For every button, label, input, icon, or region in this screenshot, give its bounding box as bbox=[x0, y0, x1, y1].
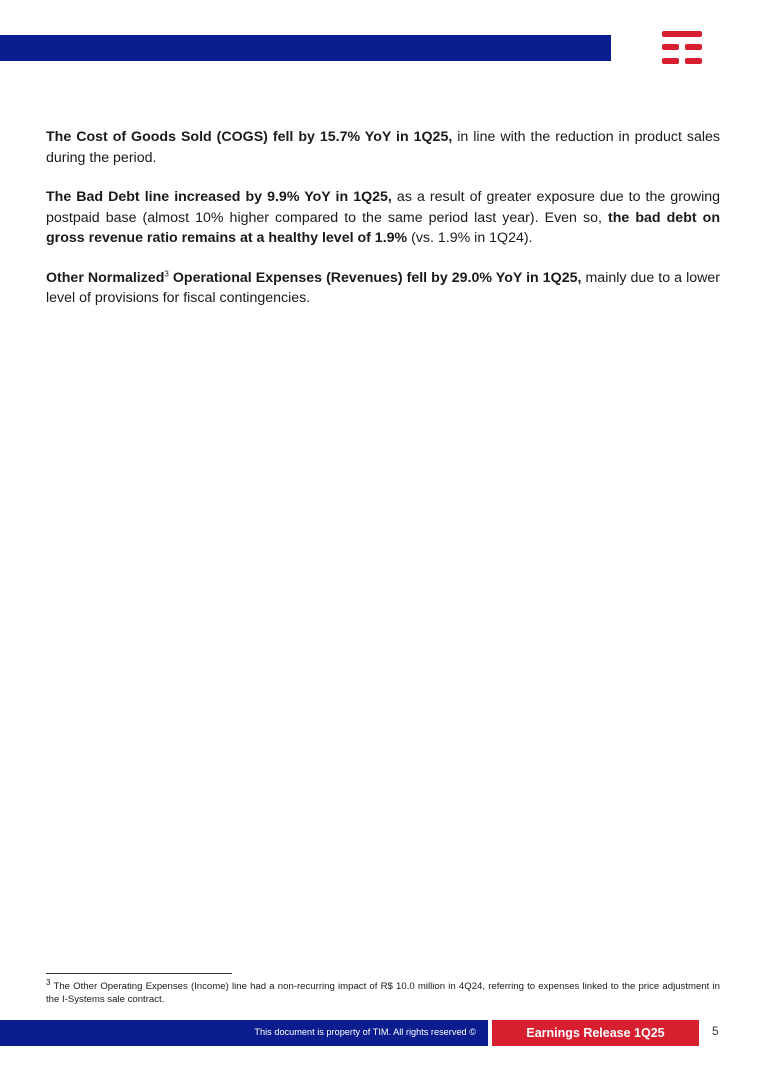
copyright-notice: This document is property of TIM. All rights reserved © bbox=[254, 1027, 476, 1037]
bad-debt-ratio-text: (vs. 1.9% in 1Q24). bbox=[407, 230, 533, 246]
footnote-divider bbox=[46, 973, 232, 974]
footnote-reference[interactable]: 3 bbox=[164, 268, 169, 278]
footnote-number: 3 bbox=[46, 977, 51, 987]
bad-debt-text: as a result of greater exposure due to the growing postpaid base (almost 10% higher compared to the same period last year). Even so, bbox=[46, 189, 720, 226]
paragraph-other-opex bbox=[46, 268, 720, 309]
bad-debt-highlight: The Bad Debt line increased by 9.9% YoY in 1Q25, bbox=[46, 189, 392, 205]
page-number: 5 bbox=[712, 1024, 719, 1038]
cogs-highlight: The Cost of Goods Sold (COGS) fell by 15.7% YoY in 1Q25, bbox=[46, 129, 453, 145]
footnote-text: The Other Operating Expenses (Income) line had a non-recurring impact of R$ 10.0 million in 4Q24, referring to expenses linked to the price adjustment in the I-Systems sale contract. bbox=[46, 981, 720, 1005]
cogs-text: in line with the reduction in product sales during the period. bbox=[46, 129, 720, 166]
earnings-release-badge: Earnings Release 1Q25 bbox=[492, 1020, 699, 1046]
other-opex-highlight-start: Other Normalized bbox=[46, 269, 165, 286]
footer-bar bbox=[0, 1020, 488, 1046]
other-opex-highlight-end: Operational Expenses (Revenues) fell by 29.0% YoY in 1Q25, bbox=[168, 269, 582, 286]
paragraph-cogs bbox=[46, 127, 720, 168]
header-bar bbox=[0, 35, 611, 61]
bad-debt-ratio-highlight: the bad debt on gross revenue ratio remains at a healthy level of 1.9% bbox=[46, 209, 720, 246]
tim-logo-icon bbox=[662, 31, 702, 65]
footnote bbox=[46, 977, 720, 1006]
other-opex-text: mainly due to a lower level of provisions for fiscal contingencies. bbox=[46, 269, 720, 306]
paragraph-bad-debt bbox=[46, 187, 720, 249]
document-body bbox=[46, 127, 720, 328]
